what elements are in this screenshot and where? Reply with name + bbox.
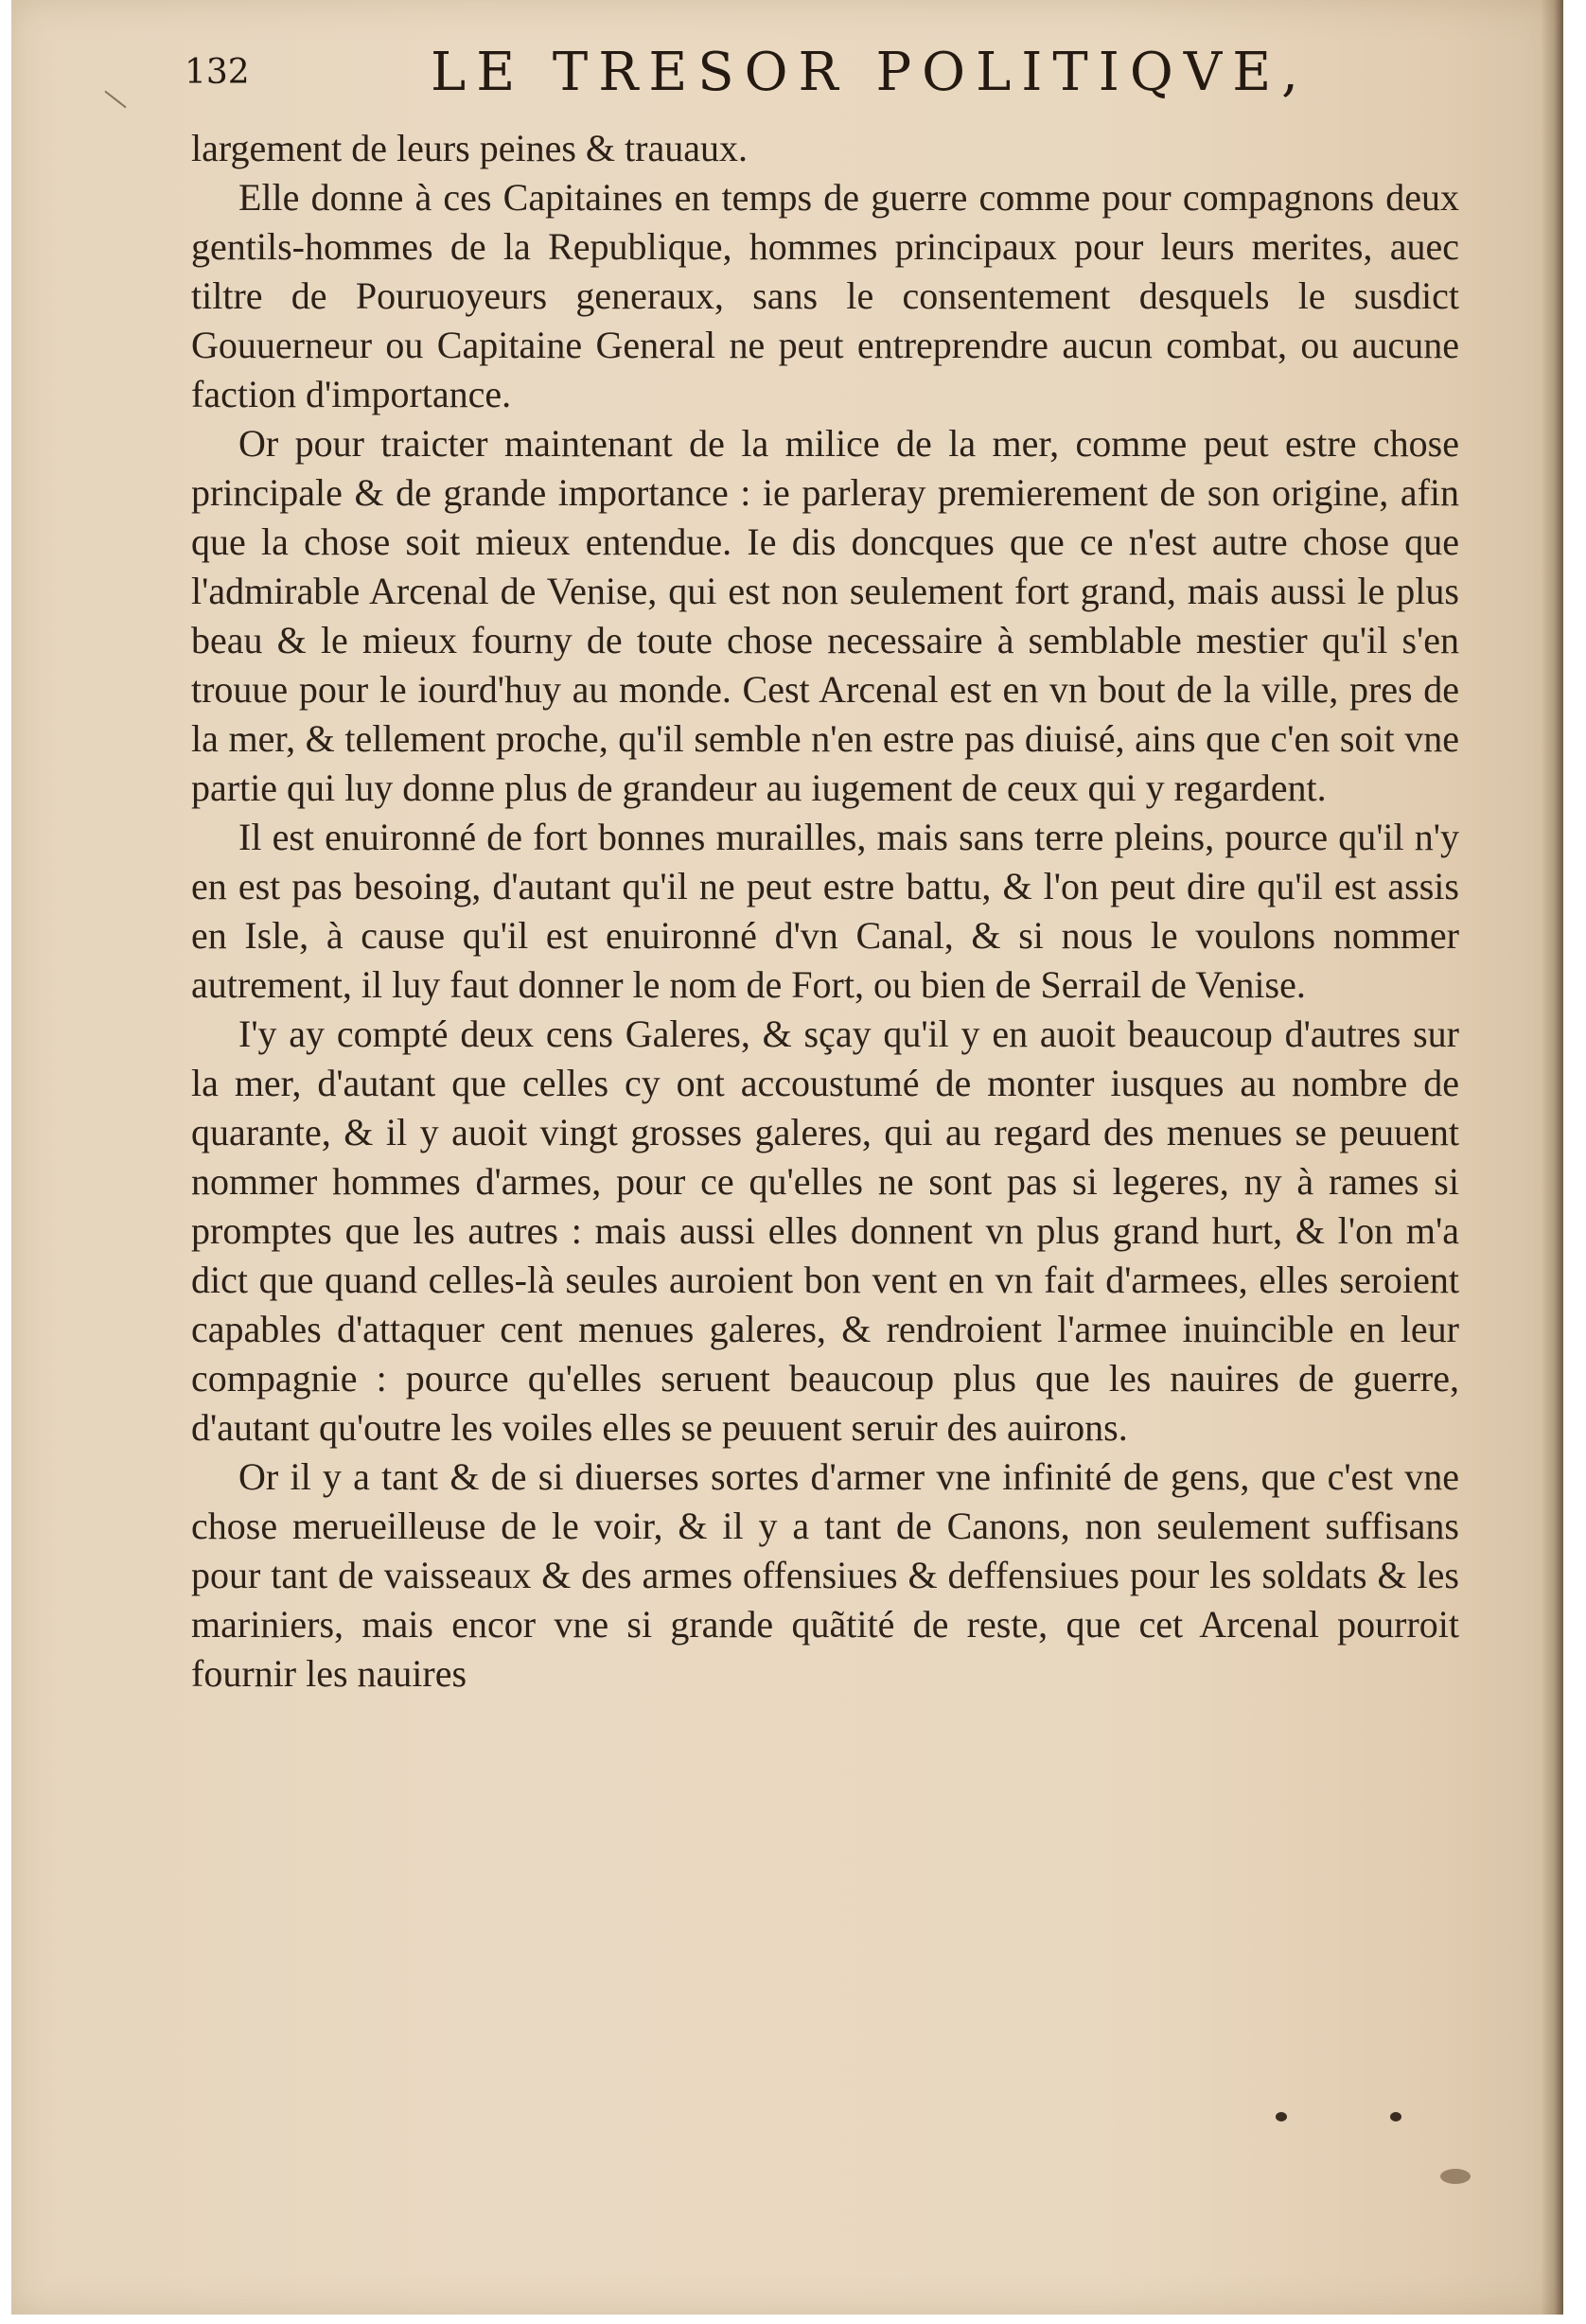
paper-stain [1440,2169,1471,2184]
ink-spot [1390,2112,1401,2122]
paragraph-5: I'y ay compté deux cens Galeres, & sçay qu'il y en auoit beaucoup d'autres sur la mer, d'autant que celles cy ont accoustumé de monter iusques au nombre de quarante, & il y auoit vingt grosses galeres, qui au regard des menues se peuuent nommer hommes d'armes, pour ce qu'elles ne sont pas si legeres, ny à rames si promptes que les autres : mais aussi elles donnent vn plus grand hurt, & l'on m'a dict que quand celles-là seules auroient bon vent en vn fait d'armees, elles seroient capables d'attaquer cent menues galeres, & rendroient l'armee inuincible en leur compagnie : pource qu'elles seruent beaucoup plus que les nauires de guerre, d'autant qu'outre les voiles elles se peuuent seruir des auirons. [191,1012,1459,1449]
paragraph-6: Or il y a tant & de si diuerses sortes d'armer vne infinité de gens, que c'est vne chose merueilleuse de le voir, & il y a tant de Canons, non seulement suffisans pour tant de vaisseaux & des armes offensiues & deffensiues pour les soldats & les mariniers, mais encor vne si grande quãtité de reste, que cet Arcenal pourroit fournir les nauires [191,1455,1459,1695]
book-page [11,0,1563,2315]
ink-spot [1276,2112,1287,2122]
paragraph-3: Or pour traicter maintenant de la milice de la mer, comme peut estre chose principale & de grande importance : ie parleray premierement de son origine, afin que la chose soit mieux entendue. Ie dis doncques que ce n'est autre chose que l'admirable Arcenal de Venise, qui est non seulement fort grand, mais aussi le plus beau & le mieux fourny de toute chose necessaire à semblable mestier qu'il s'en trouue pour le iourd'huy au monde. Cest Arcenal est en vn bout de la ville, pres de la mer, & tellement proche, qu'il semble n'en estre pas diuisé, ains que c'en soit vne partie qui luy donne plus de grandeur au iugement de ceux qui y regardent. [191,422,1459,809]
paragraph-4: Il est enuironné de fort bonnes murailles, mais sans terre pleins, pource qu'il n'y en est pas besoing, d'autant qu'il ne peut estre battu, & l'on peut dire qu'il est assis en Isle, à cause qu'il est enuironné d'vn Canal, & si nous le voulons nommer autrement, il luy faut donner le nom de Fort, ou bien de Serrail de Venise. [191,816,1459,1006]
paragraph-2: Elle donne à ces Capitaines en temps de guerre comme pour compagnons deux gentils-hommes de la Republique, hommes principaux pour leurs merites, auec tiltre de Pouruoyeurs generaux, sans le consentement desquels le susdict Gouuerneur ou Capitaine General ne peut entreprendre aucun combat, ou aucune faction d'importance. [191,176,1459,415]
page-number: 132 [185,53,250,92]
spine-shadow [1541,0,1563,2315]
ink-mark [104,91,126,109]
paragraph-1: largement de leurs peines & trauaux. [191,127,748,169]
body-text [191,124,1459,1699]
running-head [185,32,1309,108]
running-title: LE TRESOR POLITIQVE, [431,42,1309,103]
